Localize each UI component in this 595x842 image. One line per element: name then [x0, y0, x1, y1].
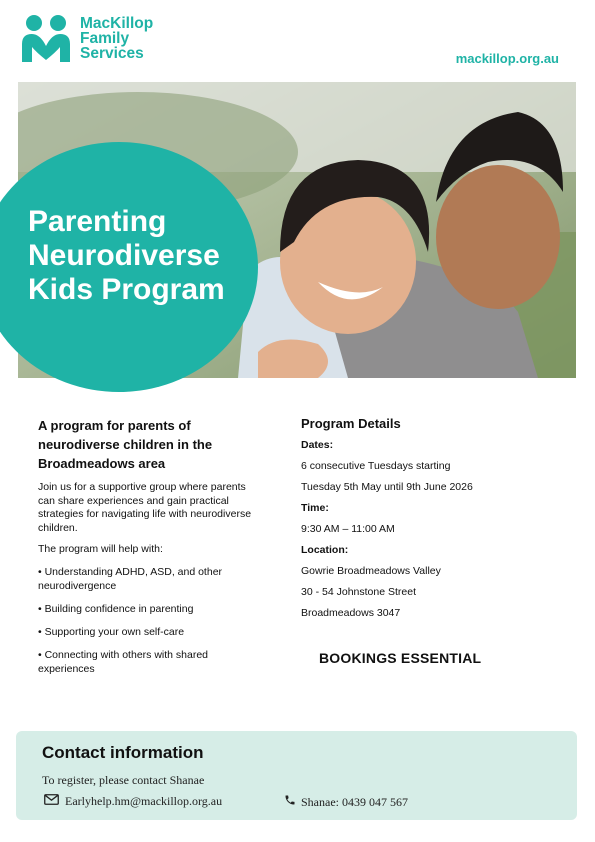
- intro-paragraph: Join us for a supportive group where parents can share experiences and gain practical strategies for navigating life with neurodiverse children.: [38, 481, 252, 534]
- phone-icon: [284, 794, 296, 810]
- brand-name-line1: MacKillop: [80, 15, 154, 32]
- help-lead: The program will help with:: [38, 543, 163, 555]
- program-title-line2: Neurodiverse: [28, 239, 220, 272]
- details-title: Program Details: [301, 416, 401, 431]
- contact-email[interactable]: [44, 794, 222, 809]
- dates-line2: Tuesday 5th May until 9th June 2026: [301, 481, 473, 493]
- contact-phone[interactable]: [284, 794, 408, 810]
- location-line3: Broadmeadows 3047: [301, 607, 401, 619]
- contact-subtitle: To register, please contact Shanae: [42, 773, 205, 787]
- email-link[interactable]: Earlyhelp.hm@mackillop.org.au: [65, 794, 223, 808]
- brand-logo: [18, 14, 168, 66]
- bookings-notice: BOOKINGS ESSENTIAL: [319, 650, 482, 666]
- contact-title: Contact information: [42, 743, 204, 762]
- location-line2: 30 - 54 Johnstone Street: [301, 586, 416, 598]
- program-title-line3: Kids Program: [28, 273, 225, 306]
- program-details: [301, 416, 551, 628]
- brand-name: [80, 16, 153, 61]
- envelope-icon: [44, 794, 59, 809]
- phone-number[interactable]: Shanae: 0439 047 567: [301, 794, 408, 809]
- contact-panel: [16, 731, 577, 820]
- dates-label: Dates:: [301, 439, 334, 451]
- time-label: Time:: [301, 502, 329, 514]
- time-value: 9:30 AM – 11:00 AM: [301, 523, 395, 535]
- list-item: • Supporting your own self-care: [38, 625, 185, 638]
- list-item: • Understanding ADHD, ASD, and other neurodivergence: [38, 565, 223, 592]
- location-label: Location:: [301, 544, 349, 556]
- program-title: [28, 205, 268, 307]
- program-title-line1: Parenting: [28, 205, 167, 238]
- website-link[interactable]: mackillop.org.au: [455, 51, 559, 66]
- intro-section: [38, 416, 263, 685]
- brand-name-line2: Family: [80, 30, 130, 47]
- intro-title: A program for parents of neurodiverse children in the Broadmeadows area: [38, 418, 213, 471]
- brand-logo-mark: [18, 14, 74, 66]
- location-line1: Gowrie Broadmeadows Valley: [301, 565, 441, 577]
- brand-name-line3: Services: [80, 45, 144, 62]
- dates-line1: 6 consecutive Tuesdays starting: [301, 460, 451, 472]
- list-item: • Connecting with others with shared experiences: [38, 648, 209, 675]
- list-item: • Building confidence in parenting: [38, 602, 194, 615]
